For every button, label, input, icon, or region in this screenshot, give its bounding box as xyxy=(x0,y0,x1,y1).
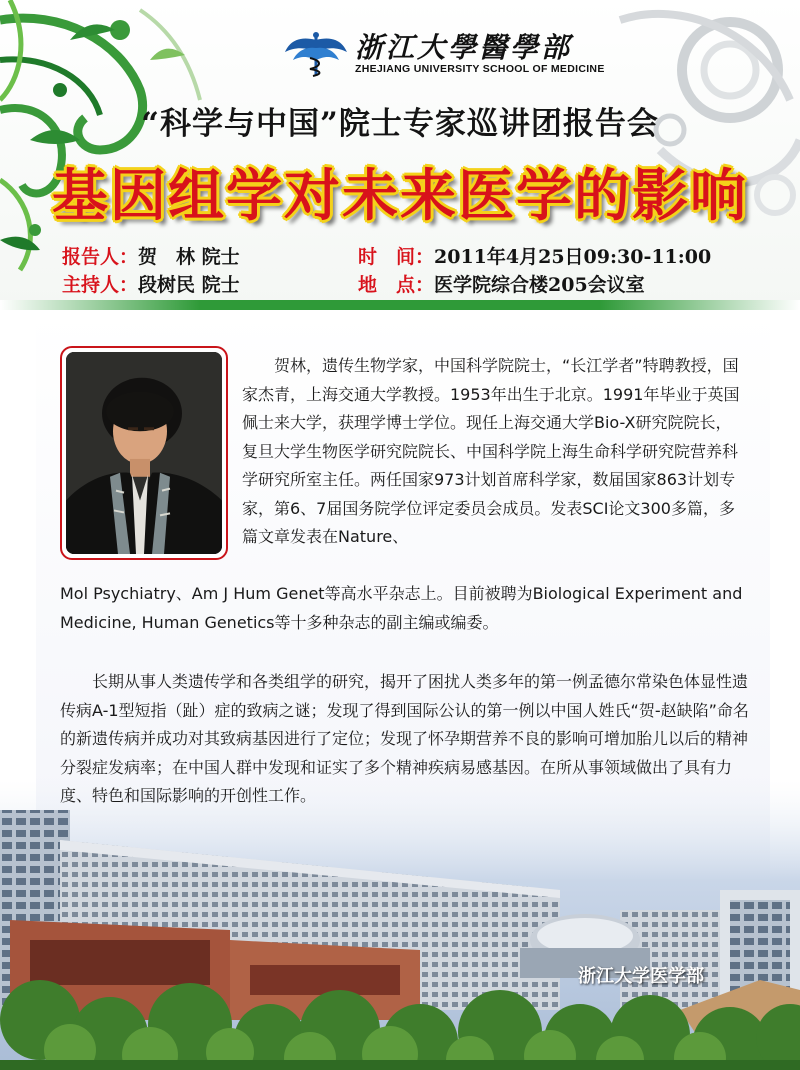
speaker-line xyxy=(62,242,240,269)
campus-photo xyxy=(0,780,800,1070)
bio-paragraph-1 xyxy=(242,352,742,552)
lecture-title: 基因组学对未来医学的影响 xyxy=(52,163,748,229)
event-subtitle: “科学与中国”院士专家巡讲团报告会 xyxy=(141,106,659,142)
bio-paragraph-1-continued xyxy=(60,580,750,637)
poster-header xyxy=(0,0,800,310)
place-line xyxy=(358,270,645,297)
host-line xyxy=(62,270,240,297)
host-name: 段树民 院士 xyxy=(138,274,240,296)
logo-chinese-name: 浙江大學醫學部 xyxy=(355,31,573,64)
header-divider xyxy=(0,300,800,310)
bio-text-part-2: Mol Psychiatry、Am J Hum Genet等高水平杂志上。目前被聘为Biological Experiment and Medicine, Human Genetics等十多种杂志的副主编或编委。 xyxy=(60,584,743,632)
university-logo xyxy=(283,30,605,78)
time-label: 时 间： xyxy=(358,246,435,268)
speaker-label: 报告人： xyxy=(62,246,139,268)
bio-text-part-3: 长期从事人类遗传学和各类组学的研究，揭开了困扰人类多年的第一例孟德尔常染色体显性遗传病A-1型短指（趾）症的致病之谜；发现了得到国际公认的第一例以中国人姓氏“贺-赵缺陷”命名的新遗传病并成功对其致病基因进行了定位；发现了怀孕期营养不良的影响可增加胎儿以后的精神分裂症发病率；在中国人群中发现和证实了多个精神疾病易感基因。在所从事领域做出了具有力度、特色和国际影响的开创性工作。 xyxy=(60,672,749,805)
caduceus-emblem-icon xyxy=(283,30,349,78)
speaker-photo-frame xyxy=(60,346,228,560)
bio-text-part-1: 贺林，遗传生物学家，中国科学院院士，“长江学者”特聘教授，国家杰青，上海交通大学教授。1953年出生于北京。1991年毕业于英国佩士来大学，获理学博士学位。现任上海交通大学Bio-X研究院院长，复旦大学生物医学研究院院长、中国科学院上海生命科学研究院营养科学研究所室主任。两任国家973计划首席科学家，数届国家863计划专家，第6、7届国务院学位评定委员会成员。发表SCI论文300多篇，多篇文章发表在Nature、 xyxy=(242,356,740,546)
speaker-name: 贺 林 院士 xyxy=(138,246,240,268)
bio-paragraph-2 xyxy=(60,668,750,811)
host-label: 主持人： xyxy=(62,274,139,296)
campus-caption: 浙江大学医学部 xyxy=(578,966,704,987)
place-label: 地 点： xyxy=(358,274,435,296)
speaker-portrait xyxy=(66,352,222,554)
logo-english-name: ZHEJIANG UNIVERSITY SCHOOL OF MEDICINE xyxy=(355,63,605,75)
time-value: 2011年4月25日09:30-11:00 xyxy=(434,246,712,268)
time-line xyxy=(358,242,711,269)
place-value: 医学院综合楼205会议室 xyxy=(434,274,645,296)
